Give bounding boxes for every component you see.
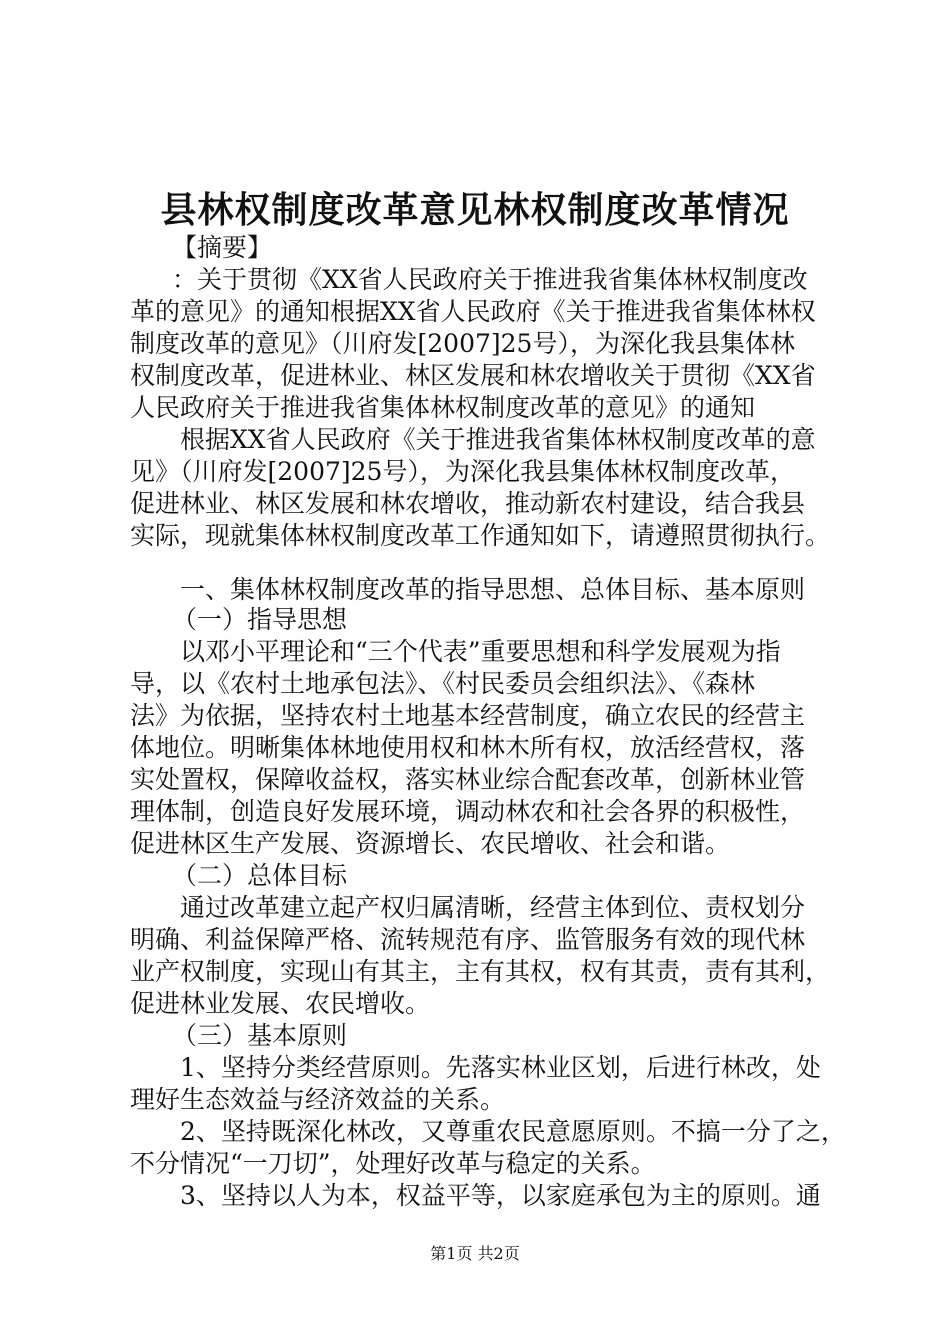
- subsection-heading: （二）总体目标: [172, 861, 348, 890]
- text-line: 通过改革建立起产权归属清晰，经营主体到位、责权划分: [180, 893, 806, 922]
- text-line: 实际，现就集体林权制度改革工作通知如下，请遵照贯彻执行。: [130, 521, 831, 550]
- subsection-heading: （三）基本原则: [172, 1021, 348, 1050]
- text-line: ：关于贯彻《XX省人民政府关于推进我省集体林权制度改: [172, 265, 808, 294]
- section-heading: 一、集体林权制度改革的指导思想、总体目标、基本原则: [180, 575, 806, 604]
- text-line: 理体制，创造良好发展环境，调动林农和社会各界的积极性，: [130, 797, 806, 826]
- subsection-heading: （一）指导思想: [172, 605, 348, 634]
- text-line: 明确、利益保障严格、流转规范有序、监管服务有效的现代林: [130, 925, 806, 954]
- text-line: 革的意见》的通知根据XX省人民政府《关于推进我省集体林权: [130, 297, 816, 326]
- page-number: 第1页 共2页: [430, 1244, 520, 1263]
- text-line: 理好生态效益与经济效益的关系。: [130, 1085, 506, 1114]
- abstract-heading: 【摘要】: [172, 233, 273, 262]
- text-line: 导，以《农村土地承包法》、《村民委员会组织法》、《森林: [130, 669, 756, 698]
- text-line: 实处置权，保障收益权，落实林业综合配套改革，创新林业管: [130, 765, 806, 794]
- text-line: 1、坚持分类经营原则。先落实林业区划，后进行林改，处: [180, 1053, 821, 1082]
- text-line: 人民政府关于推进我省集体林权制度改革的意见》的通知: [130, 393, 756, 422]
- text-line: 制度改革的意见》（川府发[2007]25号），为深化我县集体林: [130, 329, 795, 358]
- text-line: 体地位。明晰集体林地使用权和林木所有权，放活经营权，落: [130, 733, 806, 762]
- text-line: 法》为依据，坚持农村土地基本经营制度，确立农民的经营主: [130, 701, 806, 730]
- text-line: 2、坚持既深化林改，又尊重农民意愿原则。不搞一分了之，: [180, 1117, 846, 1146]
- text-line: 促进林业发展、农民增收。: [130, 989, 431, 1018]
- text-line: 3、坚持以人为本，权益平等，以家庭承包为主的原则。通: [180, 1181, 821, 1210]
- text-line: 业产权制度，实现山有其主，主有其权，权有其责，责有其利，: [130, 957, 831, 986]
- text-line: 见》（川府发[2007]25号），为深化我县集体林权制度改革，: [130, 457, 795, 486]
- text-line: 不分情况“一刀切”，处理好改革与稳定的关系。: [130, 1149, 656, 1178]
- text-line: 促进林业、林区发展和林农增收，推动新农村建设，结合我县: [130, 489, 806, 518]
- text-line: 促进林区生产发展、资源增长、农民增收、社会和谐。: [130, 829, 731, 858]
- text-line: 以邓小平理论和“三个代表”重要思想和科学发展观为指: [180, 637, 781, 666]
- text-line: 权制度改革，促进林业、林区发展和林农增收关于贯彻《XX省: [130, 361, 816, 390]
- document-title: 县林权制度改革意见林权制度改革情况: [160, 189, 790, 231]
- text-line: 根据XX省人民政府《关于推进我省集体林权制度改革的意: [180, 425, 816, 454]
